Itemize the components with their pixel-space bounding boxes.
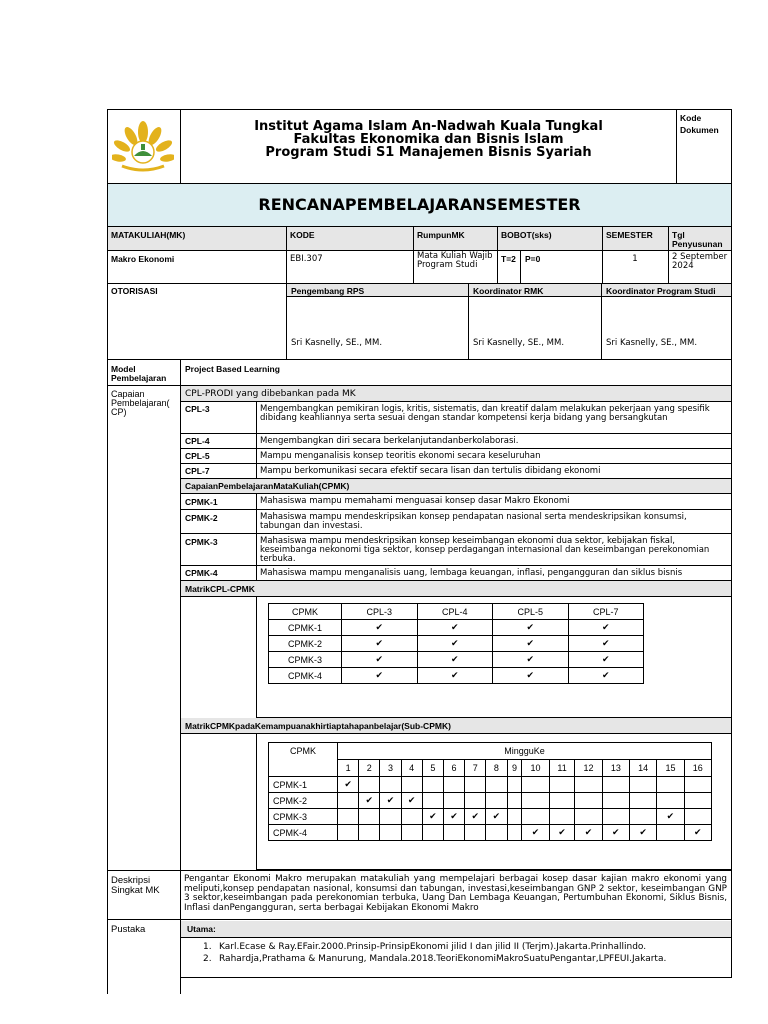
course-name: Makro Ekonomi (111, 254, 175, 264)
course-code: EBI.307 (290, 254, 323, 264)
week-mark (575, 793, 602, 809)
cpmk-text: Mahasiswa mampu mendeskripsikan konsep keseimbangan ekonomi dua sektor, kebijakan fiskal, keseimbanga nekonomi tiga sektor, konsep perdagangan internasional dan keseimbangan perekonomian terbuka. (260, 536, 710, 564)
week-mark (522, 777, 549, 793)
check-mark: ✔ (568, 652, 644, 668)
week-mark (422, 825, 443, 841)
week-mark (443, 777, 464, 793)
week-cell: 3 (380, 760, 401, 777)
row-label: CPMK-2 (269, 636, 342, 652)
week-mark (465, 777, 486, 793)
col-line (601, 284, 602, 360)
pustaka-item-number: 2. (203, 954, 212, 964)
week-mark (629, 809, 656, 825)
bobot-header: BOBOT(sks) (501, 230, 552, 240)
week-cell: 16 (684, 760, 711, 777)
institution-logo (112, 116, 174, 176)
week-mark: ✔ (602, 825, 629, 841)
week-mark: ✔ (522, 825, 549, 841)
week-mark: ✔ (575, 825, 602, 841)
week-mark (380, 809, 401, 825)
minggu-header: MingguKe (338, 743, 712, 760)
otorisasi-label: OTORISASI (111, 286, 158, 296)
cpmk-code: CPMK-1 (185, 497, 218, 507)
section-divider (107, 870, 732, 871)
week-mark (486, 825, 507, 841)
pustaka-item: Karl.Ecase & Ray.EFair.2000.Prinsip-PrinsipEkonomi jilid I dan jilid II (Terjm).Jakarta.Prinhallindo. (219, 942, 647, 952)
matrik1-header: MatrikCPL-CPMK (185, 584, 255, 594)
week-cell: 14 (629, 760, 656, 777)
week-mark: ✔ (443, 809, 464, 825)
right-border (731, 360, 732, 978)
week-cell: 8 (486, 760, 507, 777)
row-label: CPMK-3 (269, 809, 338, 825)
cpmk-text: Mahasiswa mampu menganalisis uang, lembaga keuangan, inflasi, pengangguran dan siklus bisnis (260, 568, 683, 578)
week-mark (657, 825, 684, 841)
week-mark: ✔ (657, 809, 684, 825)
check-mark: ✔ (342, 652, 418, 668)
tgl-header: Tgl Penyusunan (672, 230, 723, 249)
bobot-t: T=2 (501, 254, 516, 264)
table-row (269, 652, 644, 668)
check-mark: ✔ (493, 652, 569, 668)
cpmk-text: Mahasiswa mampu memahami menguasai konsep dasar Makro Ekonomi (260, 496, 570, 506)
course-semester: 1 (632, 254, 638, 264)
week-mark (549, 777, 575, 793)
week-mark (422, 777, 443, 793)
faculty-name: Fakultas Ekonomika dan Bisnis Islam (293, 132, 564, 147)
col-line (286, 284, 287, 360)
check-mark: ✔ (568, 636, 644, 652)
week-mark (338, 825, 359, 841)
week-mark (684, 777, 711, 793)
week-mark (443, 793, 464, 809)
kode-header: KODE (290, 230, 315, 240)
pustaka-utama-label: Utama: (187, 924, 216, 934)
cpl-text: Mampu berkomunikasi secara efektif secara lisan dan tertulis dibidang ekonomi (260, 466, 601, 476)
week-mark (359, 809, 380, 825)
week-mark: ✔ (401, 793, 422, 809)
week-mark (465, 793, 486, 809)
week-mark (602, 777, 629, 793)
row-label: CPMK-4 (269, 668, 342, 684)
pengembang-label: Pengembang RPS (291, 286, 365, 296)
cpmk-header: CapaianPembelajaranMataKuliah(CPMK) (185, 481, 350, 491)
week-mark (465, 825, 486, 841)
week-mark (549, 793, 575, 809)
week-mark (657, 793, 684, 809)
cp-label: Capaian Pembelajaran( CP) (111, 389, 170, 417)
row-label: CPMK-1 (269, 777, 338, 793)
week-mark (486, 793, 507, 809)
table-row (269, 777, 712, 793)
check-mark: ✔ (493, 620, 569, 636)
kode-dokumen-label: Kode Dokumen (680, 113, 719, 135)
week-cell: 4 (401, 760, 422, 777)
week-cell: 9 (507, 760, 522, 777)
cpmk-text: Mahasiswa mampu mendeskripsikan konsep pendapatan nasional serta mendeskripsikan konsumsi, tabungan dan investasi. (260, 512, 687, 531)
table-row (269, 825, 712, 841)
cpl-text: Mengembangkan diri secara berkelanjutandanberkolaborasi. (260, 436, 519, 446)
table-header-cell: CPL-7 (568, 604, 644, 620)
check-mark: ✔ (493, 668, 569, 684)
week-mark (507, 793, 522, 809)
col-line (468, 284, 469, 360)
check-mark: ✔ (342, 668, 418, 684)
week-mark (359, 825, 380, 841)
koordinator-prodi-name: Sri Kasnelly, SE., MM. (606, 338, 698, 348)
week-mark: ✔ (629, 825, 656, 841)
matakuliah-header: MATAKULIAH(MK) (111, 230, 186, 240)
week-cell: 15 (657, 760, 684, 777)
course-date: 2 September 2024 (672, 252, 728, 271)
matrik-cpl-cpmk-table (268, 603, 644, 684)
week-mark: ✔ (684, 825, 711, 841)
table-row (269, 636, 644, 652)
check-mark: ✔ (493, 636, 569, 652)
pustaka-label: Pustaka (111, 924, 146, 935)
deskripsi-label: Deskripsi Singkat MK (111, 875, 160, 896)
table-header-cell: CPL-5 (493, 604, 569, 620)
week-cell: 2 (359, 760, 380, 777)
cpl-text: Mengembangkan pemikiran logis, kritis, sistematis, dan kreatif dalam melakukan pekerjaan yang spesifik dibidang keahliannya serta sesuai dengan standar kompetensi kerja bidang yang bersangkutan (260, 404, 710, 423)
table-header-cell: CPL-4 (417, 604, 493, 620)
week-mark (684, 793, 711, 809)
week-cell: 13 (602, 760, 629, 777)
koordinator-rmk-name: Sri Kasnelly, SE., MM. (473, 338, 565, 348)
check-mark: ✔ (417, 620, 493, 636)
check-mark: ✔ (342, 636, 418, 652)
check-mark: ✔ (417, 652, 493, 668)
cpmk-code: CPMK-3 (185, 537, 218, 547)
week-mark: ✔ (549, 825, 575, 841)
model-label: Model Pembelajaran (111, 364, 167, 383)
model-value: Project Based Learning (185, 364, 280, 374)
pengembang-name: Sri Kasnelly, SE., MM. (291, 338, 383, 348)
week-cell: 1 (338, 760, 359, 777)
week-mark (507, 777, 522, 793)
week-mark: ✔ (486, 809, 507, 825)
week-cell: 11 (549, 760, 575, 777)
cpmk-column-header: CPMK (269, 743, 338, 777)
cpl-code: CPL-3 (185, 404, 210, 414)
row-label: CPMK-4 (269, 825, 338, 841)
week-mark (575, 777, 602, 793)
week-mark (602, 793, 629, 809)
section-divider (181, 977, 732, 978)
week-mark (338, 793, 359, 809)
week-mark (338, 809, 359, 825)
week-mark (549, 809, 575, 825)
week-mark (629, 793, 656, 809)
week-mark (657, 777, 684, 793)
week-mark (401, 809, 422, 825)
check-mark: ✔ (417, 668, 493, 684)
week-mark: ✔ (359, 793, 380, 809)
table-row (269, 668, 644, 684)
check-mark: ✔ (568, 668, 644, 684)
left-border (107, 360, 108, 994)
week-mark (359, 777, 380, 793)
week-mark: ✔ (380, 793, 401, 809)
rumpun-header: RumpunMK (417, 230, 465, 240)
cpmk-code: CPMK-2 (185, 513, 218, 523)
week-mark (380, 825, 401, 841)
cpmk-code: CPMK-4 (185, 568, 218, 578)
week-mark (684, 809, 711, 825)
check-mark: ✔ (342, 620, 418, 636)
week-mark (443, 825, 464, 841)
week-mark (575, 809, 602, 825)
week-mark (422, 793, 443, 809)
week-cell: 6 (443, 760, 464, 777)
institution-name: Institut Agama Islam An-Nadwah Kuala Tungkal (254, 119, 603, 134)
pustaka-item-number: 1. (203, 942, 212, 952)
koordinator-prodi-label: Koordinator Program Studi (606, 286, 716, 296)
week-mark: ✔ (422, 809, 443, 825)
table-row (269, 793, 712, 809)
check-mark: ✔ (417, 636, 493, 652)
week-cell: 5 (422, 760, 443, 777)
koordinator-rmk-label: Koordinator RMK (473, 286, 544, 296)
table-header-row (269, 604, 644, 620)
week-cell: 7 (465, 760, 486, 777)
week-cell: 10 (522, 760, 549, 777)
pustaka-item: Rahardja,Prathama & Manurung, Mandala.2018.TeoriEkonomiMakroSuatuPengantar,LPFEUI.Jakarta. (219, 954, 667, 964)
deskripsi-text: Pengantar Ekonomi Makro merupakan matakuliah yang mempelajari berbagai kosep dasar kajian makro ekonomi yang meliputi,konsep pendapatan nasional, konsumsi dan tabungan, investasi,keseimbangan GNP 2 sektor, keseimbangan GNP 3 sektor,keseimbangan pada perekonomian terbuka, Uang Dan Lembaga Keuangan, Pertumbuhan Ekonomi, Siklus Bisnis, Inflasi danPengangguran, serta berbagai Kebijakan Ekonomi Makro (184, 874, 727, 913)
bobot-p: P=0 (525, 254, 541, 264)
matrik-sub-cpmk-table (268, 742, 712, 841)
week-mark (380, 777, 401, 793)
week-mark (522, 793, 549, 809)
week-mark: ✔ (338, 777, 359, 793)
row-label: CPMK-1 (269, 620, 342, 636)
week-mark (507, 825, 522, 841)
row-label: CPMK-2 (269, 793, 338, 809)
program-name: Program Studi S1 Manajemen Bisnis Syariah (265, 145, 592, 160)
week-cell: 12 (575, 760, 602, 777)
table-row (269, 620, 644, 636)
header-divider-right (676, 109, 677, 184)
week-mark (486, 777, 507, 793)
section-divider (107, 919, 732, 920)
pustaka-utama-row (181, 921, 731, 938)
table-header-cell: CPL-3 (342, 604, 418, 620)
week-mark (522, 809, 549, 825)
course-rumpun: Mata Kuliah Wajib Program Studi (417, 251, 493, 270)
cpl-code: CPL-7 (185, 466, 210, 476)
cpl-code: CPL-5 (185, 451, 210, 461)
week-mark (602, 809, 629, 825)
matrik1-header-row (181, 581, 731, 597)
cpl-code: CPL-4 (185, 436, 210, 446)
week-mark (401, 825, 422, 841)
row-label: CPMK-3 (269, 652, 342, 668)
table-header-row (269, 743, 712, 760)
page-title: RENCANAPEMBELAJARANSEMESTER (258, 195, 581, 214)
cpl-text: Mampu menganalisis konsep teoritis ekonomi secara keseluruhan (260, 451, 541, 461)
week-mark: ✔ (465, 809, 486, 825)
table-header-cell: CPMK (269, 604, 342, 620)
semester-header: SEMESTER (606, 230, 653, 240)
check-mark: ✔ (568, 620, 644, 636)
cpl-header: CPL-PRODI yang dibebankan pada MK (185, 389, 356, 399)
week-mark (629, 777, 656, 793)
matrik2-header: MatrikCPMKpadaKemampuanakhirtiaptahapanbelajar(Sub-CPMK) (185, 721, 451, 731)
table-row (269, 809, 712, 825)
week-mark (507, 809, 522, 825)
week-mark (401, 777, 422, 793)
